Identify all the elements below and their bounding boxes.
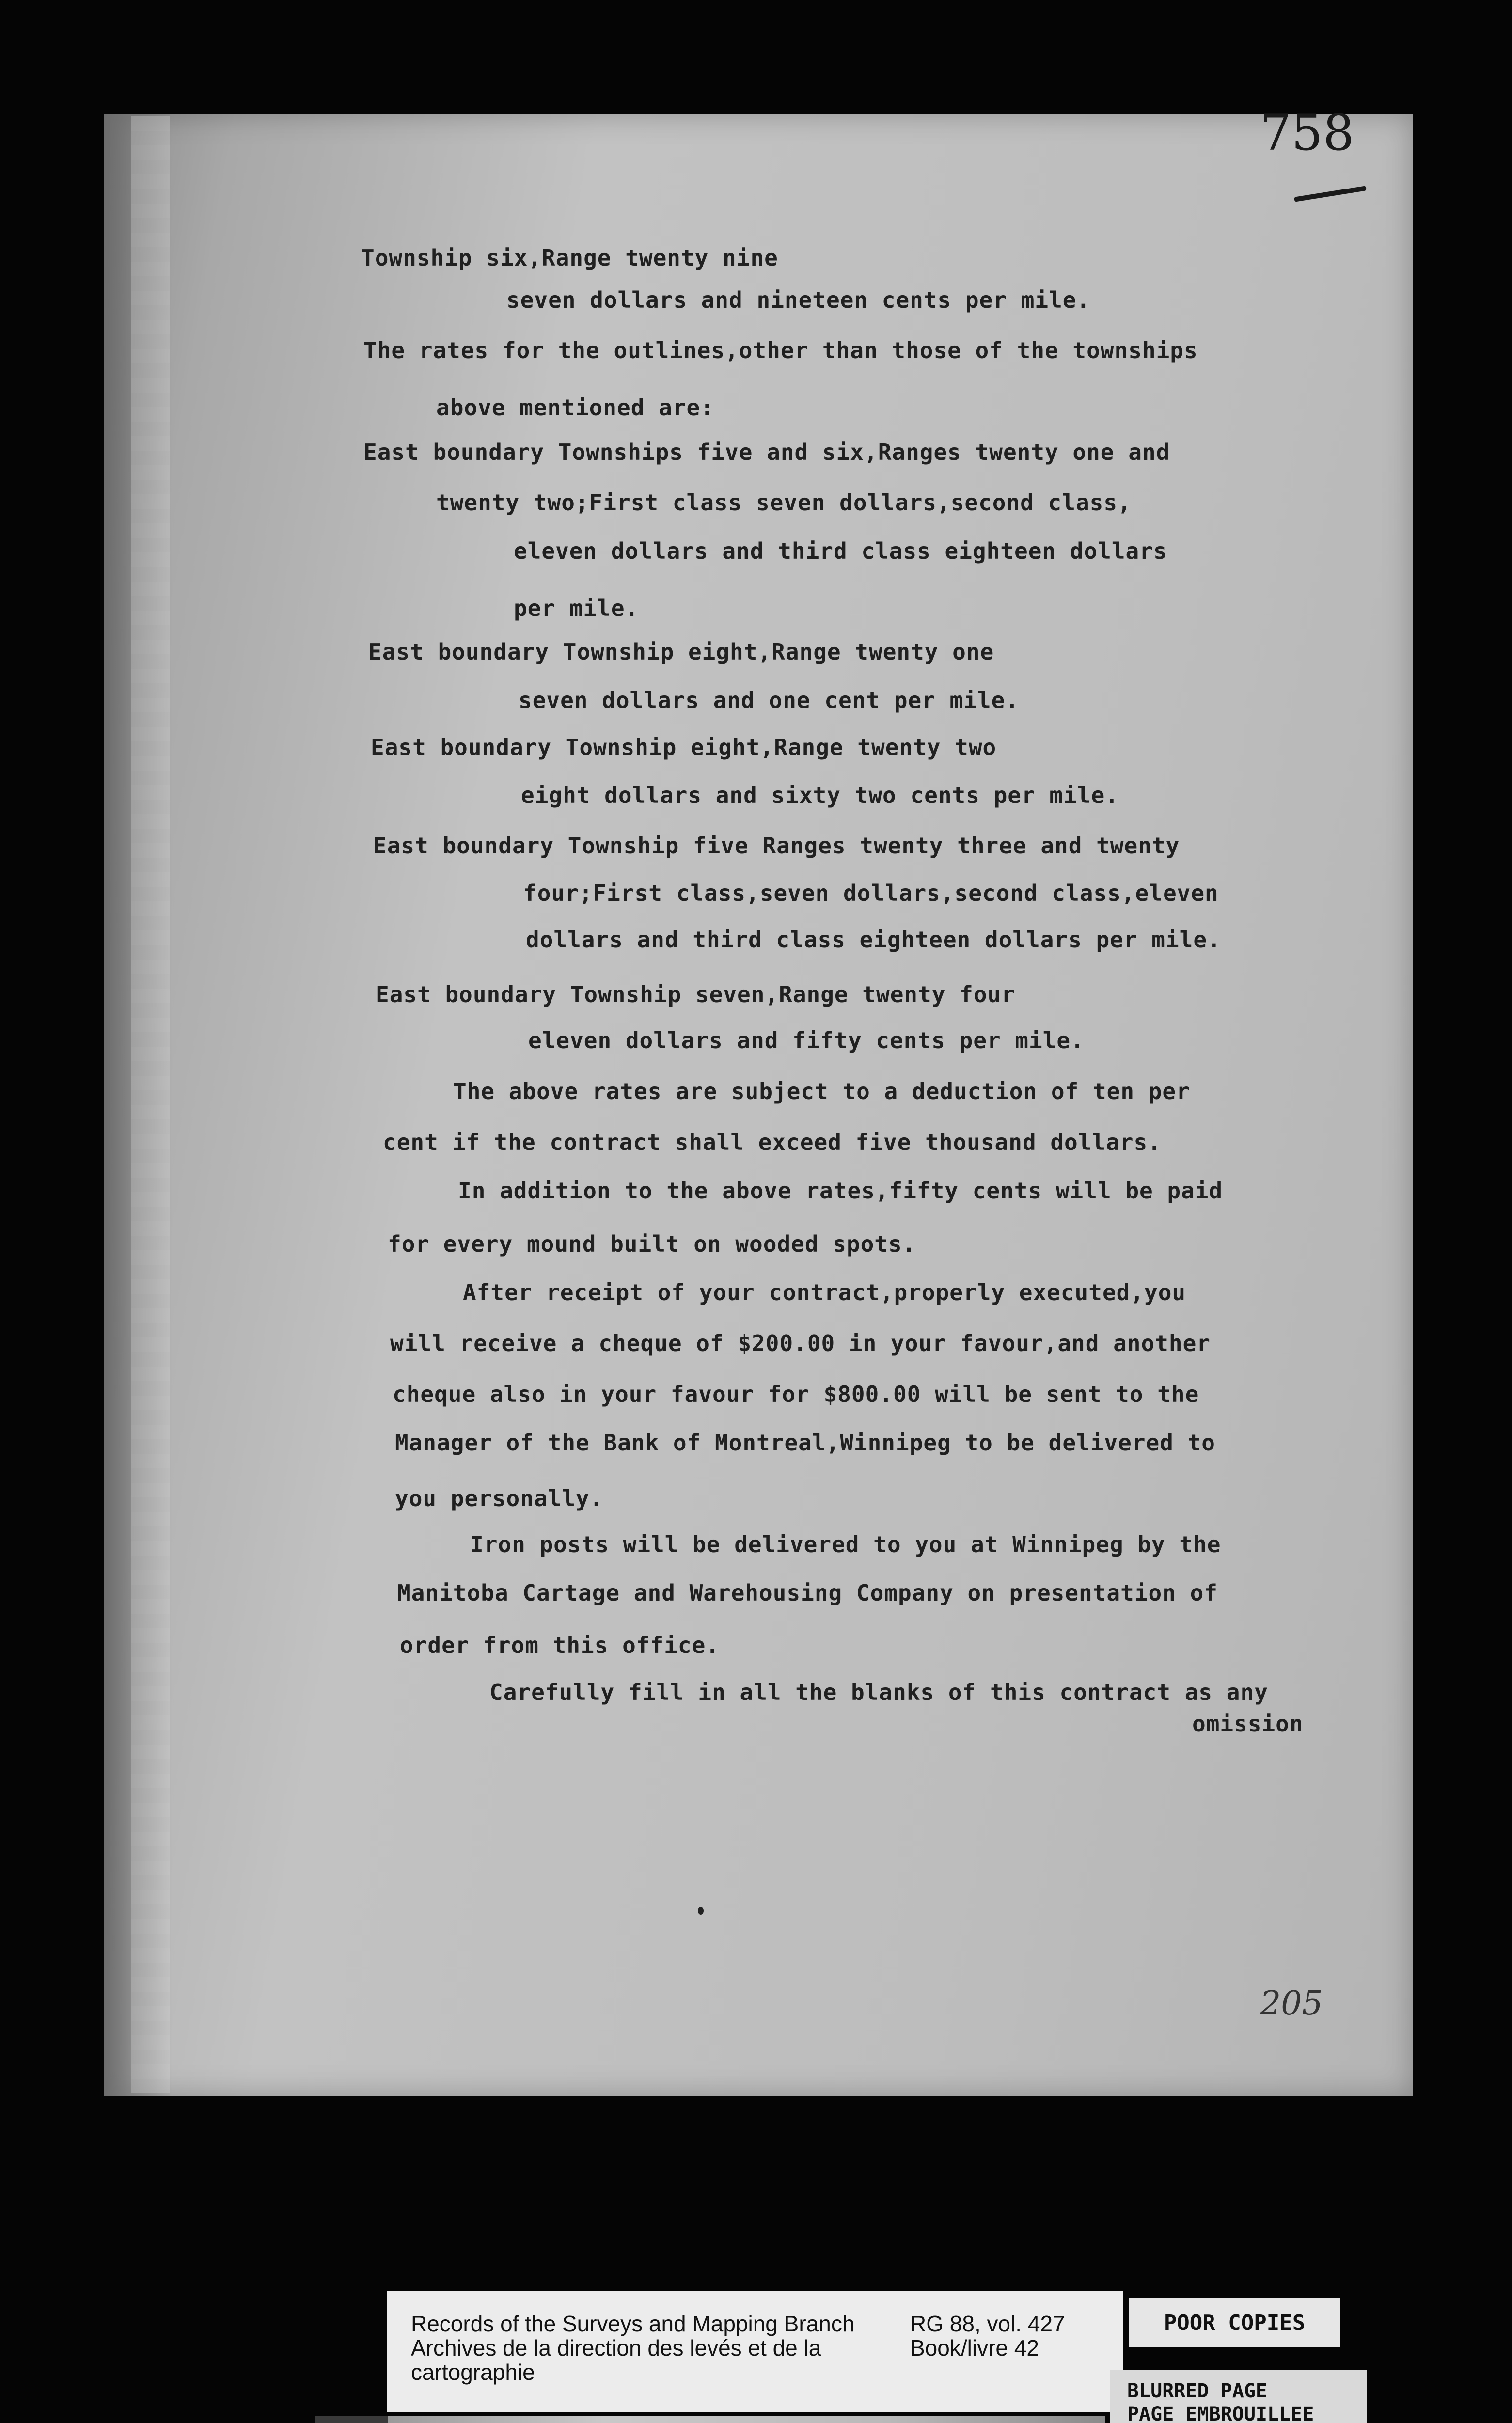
text-line: The rates for the outlines,other than those of the townships — [363, 337, 1198, 363]
text-line: East boundary Townships five and six,Ranges twenty one and — [363, 439, 1170, 465]
stamp-line: PAGE EMBROUILLEE — [1127, 2403, 1314, 2423]
record-line: cartographie — [411, 2360, 535, 2385]
text-line: Manitoba Cartage and Warehousing Company on presentation of — [397, 1580, 1218, 1606]
torn-page-edge — [131, 116, 170, 2093]
text-line: Manager of the Bank of Montreal,Winnipeg to be delivered to — [395, 1430, 1215, 1456]
text-line: seven dollars and nineteen cents per mile. — [506, 287, 1091, 313]
record-series-text — [411, 2312, 854, 2384]
record-line: Book/livre 42 — [910, 2335, 1039, 2360]
stamp-line: BLURRED PAGE — [1127, 2380, 1267, 2402]
text-line: East boundary Township five Ranges twenty three and twenty — [373, 833, 1180, 859]
text-line: seven dollars and one cent per mile. — [519, 687, 1019, 713]
text-line: East boundary Township eight,Range twenty one — [368, 639, 994, 665]
document-page — [104, 114, 1413, 2096]
record-line: Records of the Surveys and Mapping Branch — [411, 2311, 855, 2336]
text-line: Carefully fill in all the blanks of this contract as any — [489, 1679, 1268, 1705]
archive-record-label — [387, 2291, 1123, 2412]
text-line: omission — [1192, 1711, 1304, 1737]
text-line: four;First class,seven dollars,second class,eleven — [523, 880, 1219, 906]
text-line: dollars and third class eighteen dollars per mile. — [526, 927, 1221, 953]
text-line: East boundary Township eight,Range twenty two — [371, 734, 997, 760]
text-line: eight dollars and sixty two cents per mile. — [521, 782, 1119, 808]
blurred-page-stamp — [1110, 2370, 1367, 2423]
text-line: cent if the contract shall exceed five thousand dollars. — [383, 1129, 1162, 1155]
text-line: eleven dollars and fifty cents per mile. — [528, 1027, 1085, 1054]
text-line: for every mound built on wooded spots. — [388, 1231, 916, 1257]
text-line: cheque also in your favour for $800.00 will be sent to the — [393, 1381, 1199, 1407]
poor-copies-stamp: POOR COPIES — [1129, 2298, 1340, 2347]
public-archives-band — [388, 2416, 1105, 2423]
text-line: East boundary Township seven,Range twenty four — [376, 981, 1015, 1007]
text-line: Township six,Range twenty nine — [361, 245, 778, 271]
page-number: 758 — [1260, 104, 1354, 162]
text-line: you personally. — [395, 1485, 604, 1511]
film-strip-shadow — [315, 2416, 393, 2423]
text-line: In addition to the above rates,fifty cents will be paid — [458, 1178, 1223, 1204]
text-line: will receive a cheque of $200.00 in your favour,and another — [390, 1330, 1211, 1356]
text-line: per mile. — [514, 595, 639, 621]
text-line: The above rates are subject to a deduction of ten per — [453, 1078, 1190, 1104]
record-line: Archives de la direction des levés et de la — [411, 2335, 821, 2360]
ink-dot — [698, 1907, 704, 1915]
text-line: order from this office. — [400, 1632, 720, 1658]
text-line: Iron posts will be delivered to you at Winnipeg by the — [470, 1531, 1221, 1558]
handwritten-folio-number: 205 — [1260, 1984, 1323, 2023]
record-reference-text — [910, 2312, 1065, 2360]
text-line: twenty two;First class seven dollars,second class, — [436, 489, 1132, 516]
text-line: above mentioned are: — [436, 394, 714, 421]
record-line: RG 88, vol. 427 — [910, 2311, 1065, 2336]
text-line: eleven dollars and third class eighteen dollars — [514, 538, 1167, 564]
text-line: After receipt of your contract,properly executed,you — [463, 1279, 1186, 1306]
